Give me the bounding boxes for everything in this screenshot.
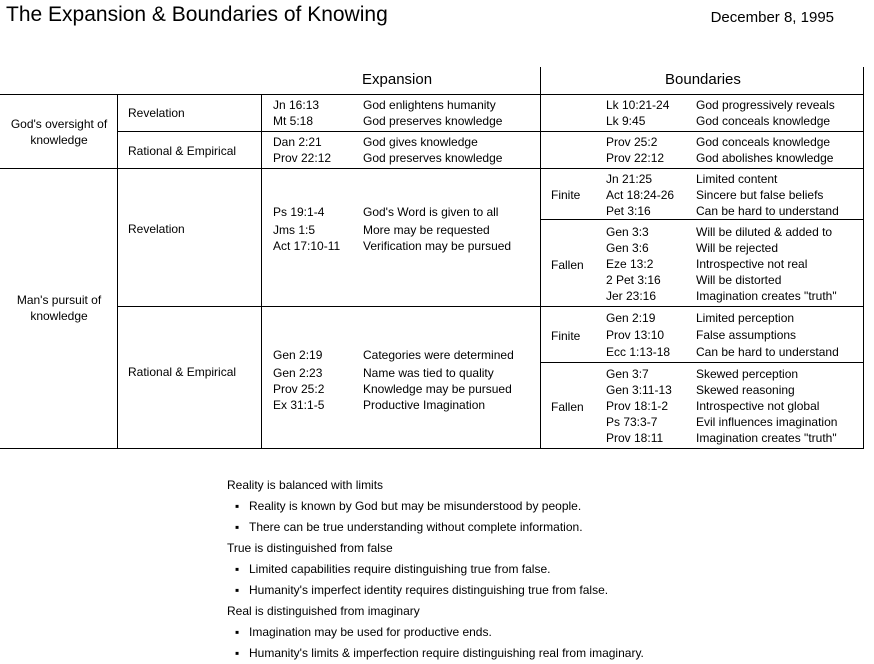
statement: Introspective not real [696,257,808,271]
statement: God progressively reveals [696,98,835,112]
statement: God's Word is given to all [363,205,499,219]
statement: Skewed reasoning [696,383,795,397]
table-rule [0,94,864,95]
note-bullet-text: Humanity's limits & imperfection require distinguishing real from imaginary. [249,646,644,660]
document-date: December 8, 1995 [710,9,834,26]
statement: Limited content [696,172,778,186]
statement: God preserves knowledge [363,114,503,128]
reference: Dan 2:21 [273,135,322,149]
note-bullet [227,559,644,580]
reference: Prov 13:10 [606,328,665,342]
statement: False assumptions [696,328,797,342]
bullet-icon: ▪ [235,562,240,576]
reference: Ps 73:3-7 [606,415,658,429]
statement: Imagination creates "truth" [696,431,837,445]
reference: Ecc 1:13-18 [606,345,671,359]
table-rule [863,67,864,448]
column-header-expansion: Expansion [362,71,433,88]
statement: Imagination creates "truth" [696,289,837,303]
note-bullet [227,580,644,601]
note-heading: Reality is balanced with limits [227,478,384,492]
reference: Prov 18:1-2 [606,399,669,413]
reference: Jms 1:5 [273,223,316,237]
reference: Prov 22:12 [273,151,332,165]
column-header-boundaries: Boundaries [665,71,741,88]
note-heading: Real is distinguished from imaginary [227,604,420,618]
reference: Lk 10:21-24 [606,98,670,112]
statement: God conceals knowledge [696,114,831,128]
statement: God abolishes knowledge [696,151,834,165]
statement: Categories were determined [363,348,514,362]
reference: Prov 22:12 [606,151,665,165]
bullet-icon: ▪ [235,583,240,597]
reference: Gen 2:19 [606,311,656,325]
page-title: The Expansion & Boundaries of Knowing [6,3,388,26]
reference: Ps 19:1-4 [273,205,325,219]
statement: Productive Imagination [363,398,486,412]
status-fallen: Fallen [551,258,584,272]
note-bullet [227,517,644,538]
reference: Prov 25:2 [273,382,325,396]
statement: Knowledge may be pursued [363,382,512,396]
reference: Gen 3:7 [606,367,649,381]
bullet-icon: ▪ [235,625,240,639]
table-rule [117,94,118,448]
reference: Prov 25:2 [606,135,658,149]
table-rule [541,362,864,363]
statement: Will be distorted [696,273,782,287]
note-bullet [227,496,644,517]
note-bullet-text: There can be true understanding without complete information. [249,520,583,534]
category-rational-empirical: Rational & Empirical [128,144,237,158]
statement: Can be hard to understand [696,204,839,218]
reference: Jn 21:25 [606,172,653,186]
status-finite: Finite [551,329,581,343]
note-bullet [227,622,644,643]
table-rule [0,448,864,449]
reference: Lk 9:45 [606,114,646,128]
statement: Can be hard to understand [696,345,839,359]
category-revelation: Revelation [128,106,185,120]
statement: Sincere but false beliefs [696,188,824,202]
note-heading: True is distinguished from false [227,541,393,555]
notes-section [227,475,644,664]
note-bullet-text: Reality is known by God but may be misunderstood by people. [249,499,582,513]
category-revelation: Revelation [128,222,185,236]
bullet-icon: ▪ [235,646,240,660]
table-rule [117,306,864,307]
table-rule [540,67,541,448]
statement: More may be requested [363,223,490,237]
table-rule [541,219,864,220]
category-rational-empirical: Rational & Empirical [128,365,237,379]
table-rule [0,168,864,169]
reference: Gen 3:3 [606,225,649,239]
reference: Prov 18:11 [606,431,664,445]
statement: Introspective not global [696,399,820,413]
statement: Evil influences imagination [696,415,838,429]
row-label-mans-pursuit: Man's pursuit of knowledge [16,293,102,323]
reference: Mt 5:18 [273,114,314,128]
bullet-icon: ▪ [235,520,240,534]
statement: God gives knowledge [363,135,478,149]
statement: God preserves knowledge [363,151,503,165]
note-bullet-text: Humanity's imperfect identity requires distinguishing true from false. [249,583,609,597]
statement: Verification may be pursued [363,239,512,253]
table-rule [261,94,262,448]
statement: Limited perception [696,311,795,325]
reference: Act 18:24-26 [606,188,675,202]
statement: Will be rejected [696,241,779,255]
row-label-gods-oversight: God's oversight of knowledge [10,117,108,147]
statement: Will be diluted & added to [696,225,833,239]
reference: Gen 3:6 [606,241,649,255]
reference: Act 17:10-11 [273,239,341,253]
reference: Jn 16:13 [273,98,320,112]
bullet-icon: ▪ [235,499,240,513]
reference: Eze 13:2 [606,257,654,271]
statement: God enlightens humanity [363,98,496,112]
status-finite: Finite [551,188,581,202]
table-rule [117,131,864,132]
status-fallen: Fallen [551,400,584,414]
reference: Gen 2:23 [273,366,323,380]
reference: Pet 3:16 [606,204,651,218]
reference: 2 Pet 3:16 [606,273,661,287]
statement: God conceals knowledge [696,135,831,149]
statement: Name was tied to quality [363,366,494,380]
note-bullet-text: Limited capabilities require distinguishing true from false. [249,562,551,576]
reference: Gen 2:19 [273,348,323,362]
note-bullet-text: Imagination may be used for productive ends. [249,625,492,639]
statement: Skewed perception [696,367,799,381]
reference: Ex 31:1-5 [273,398,325,412]
reference: Jer 23:16 [606,289,657,303]
reference: Gen 3:11-13 [606,383,672,397]
